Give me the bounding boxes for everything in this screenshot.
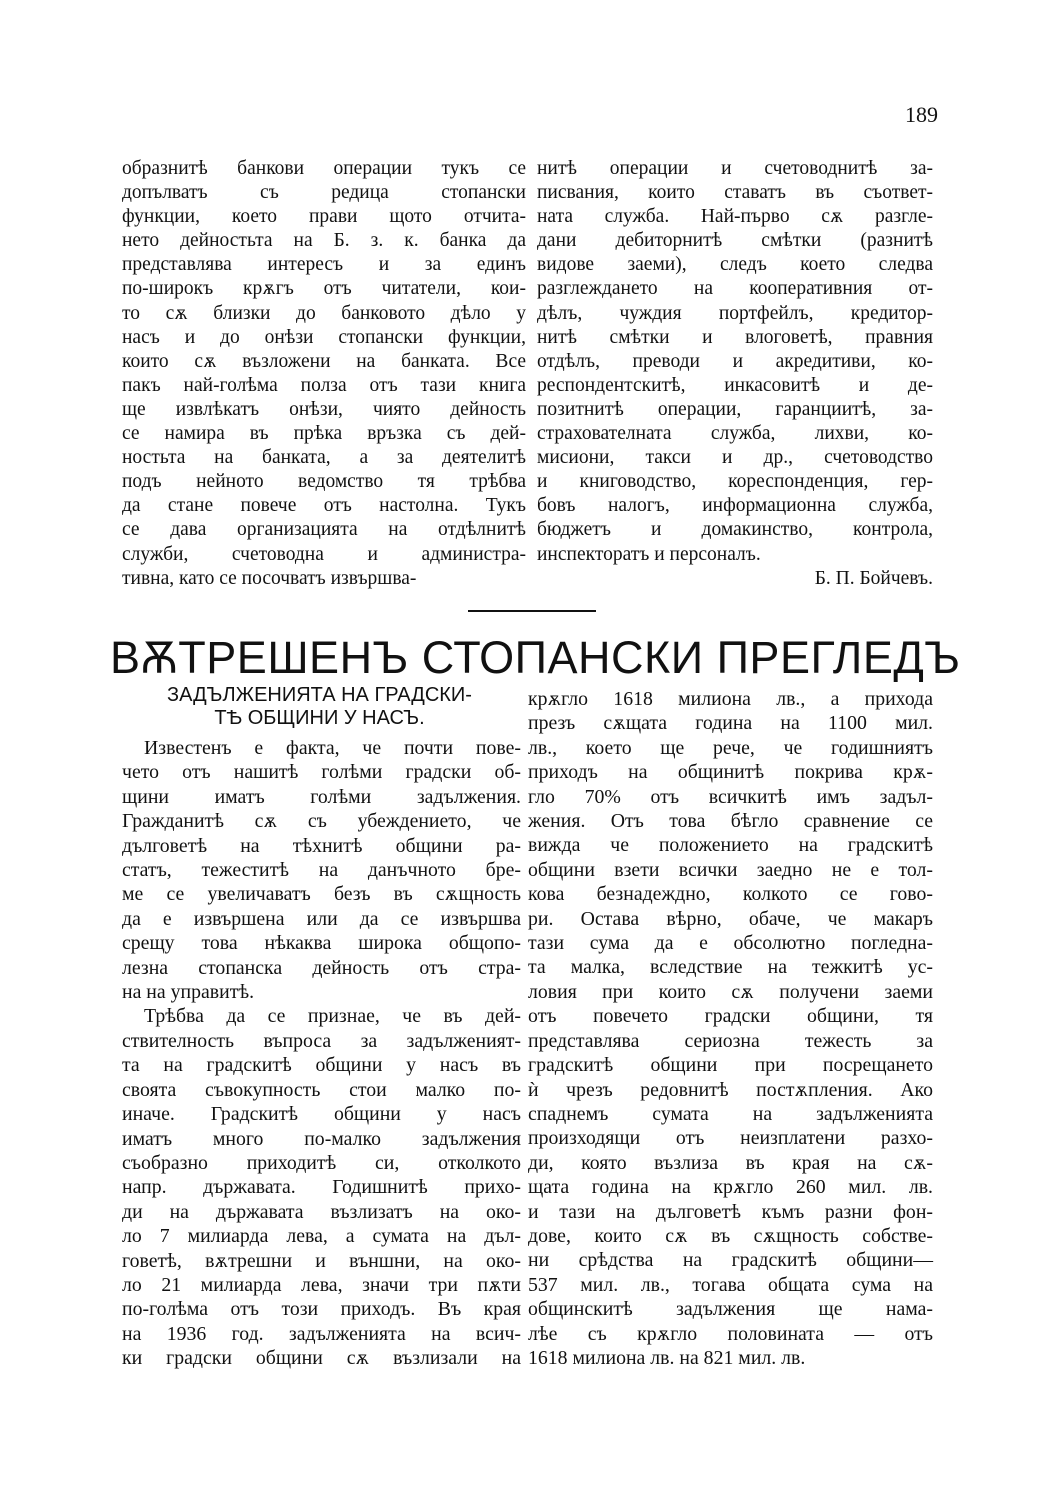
review-signature: Б. П. Бойчевъ. [814,567,933,589]
text-line: страхователната служба, лихви, ко- [537,423,933,445]
text-line: по-голѣма отъ този приходъ. Въ края [122,1298,521,1321]
text-line: дѣлъ, чуждия портфейлъ, кредитор- [537,302,933,324]
text-line: кова безнадеждно, колкото се гово- [528,883,933,906]
text-line: тивна, като се посочватъ извършва- [122,567,417,589]
text-line: ствителность въпроса за задълженият- [122,1029,521,1052]
text-line: лв., което ще рече, че годишниятъ [528,736,933,759]
text-line: ло 7 милиарда лева, а сумата на дъл- [122,1225,521,1248]
text-line: ловия при които сѫ получени заеми [528,980,933,1003]
text-line: на 1936 год. задълженията на всич- [122,1322,521,1345]
text-line: приходъ на общинитѣ покрива крѫ- [528,761,933,784]
text-line: бовъ налогъ, информационна служба, [537,495,933,517]
text-line: ще извлѣкатъ онѣзи, чиято дейность [122,398,526,420]
text-line: дове, които сѫ въ сѫщность собстве- [528,1224,933,1247]
page-number: 189 [905,102,938,127]
text-line: спаднемъ сумата на задълженията [528,1102,933,1125]
text-line: представлява сериозна тежесть за [528,1029,933,1052]
text-line: и тази на дълговетѣ къмъ разни фон- [528,1200,933,1223]
text-line: ри. Остава вѣрно, обаче, че макаръ [528,907,933,930]
text-line: нитѣ операции и счетоводнитѣ за- [537,158,933,179]
text-line: Гражданитѣ сѫ съ убеждението, че [122,810,521,833]
text-line: тази сума да е обсолютно погледна- [528,932,933,955]
text-line: та на градскитѣ общини у насъ въ [122,1054,521,1077]
text-line: срещу това нѣкаква широка общопо- [122,932,521,955]
section-title: ВѪТРЕШЕНЪ СТОПАНСКИ ПРЕГЛЕДЪ [110,632,961,683]
text-line: се намира въ прѣка връзка съ дей- [122,423,526,445]
review-right-column [537,157,933,591]
text-line: иначе. Градскитѣ общини у насъ [122,1103,521,1126]
text-line: ѝ чрезъ редовнитѣ постѫпления. Ако [528,1078,933,1101]
text-line: ло 21 милиарда лева, значи три пѫти [122,1273,521,1296]
text-line: позитнитѣ операции, гаранциитѣ, за- [537,398,933,420]
text-line: вижда че положението на градскитѣ [528,834,933,857]
text-line: 1618 милиона лв. на 821 мил. лв. [528,1346,806,1369]
text-line: 537 мил. лв., тогава общата сума на [528,1273,933,1296]
text-line: пакъ най-голѣма полза отъ тази книга [122,374,526,396]
text-line: ди, която възлиза въ края на сѫ- [528,1151,933,1174]
text-line: говетѣ, вѫтрешни и външни, на око- [122,1249,521,1272]
article-left-column [122,736,521,1371]
text-line: статъ, тежеститѣ на данъчното бре- [122,859,521,882]
text-line: ди на държавата възлизатъ на око- [122,1200,521,1223]
text-line: гло 70% отъ всичкитѣ имъ задъл- [528,785,933,808]
text-line: служби, счетоводна и администра- [122,543,526,565]
text-line: видове заеми), следъ което следва [537,254,933,276]
text-line: лезна стопанска дейность отъ стра- [122,956,521,979]
text-line: респондентскитѣ, инкасовитѣ и де- [537,374,933,396]
text-line: ТѢ ОБЩИНИ У НАСЪ. [214,707,425,729]
text-line: разглеждането на кооперативния от- [537,278,933,300]
text-line: мисиони, такси и др., счетоводство [537,447,933,469]
text-line: образнитѣ банкови операции тукъ се [122,158,526,179]
text-line: на на управитѣ. [122,981,255,1004]
text-line: подъ нейното ведомство тя трѣбва [122,471,526,493]
text-line: инспекторатъ и персоналъ. [537,543,761,565]
text-line: и книговодство, кореспонденция, гер- [537,471,933,493]
text-line: дани дебиторнитѣ смѣтки (разнитѣ [537,230,933,252]
section-divider [468,610,596,612]
text-line: чето отъ нашитѣ голѣми градски об- [122,761,521,784]
text-line: ни срѣдства на градскитѣ общини— [528,1249,933,1272]
text-line: щата година на крѫгло 260 мил. лв. [528,1176,933,1199]
text-line: щини иматъ голѣми задължения. [122,785,521,808]
text-line: допълватъ съ редица стопански [122,182,526,204]
text-line: функции, което прави щото отчита- [122,206,526,228]
text-line: градскитѣ общини при посрещането [528,1054,933,1077]
text-line: нето дейностьта на Б. з. к. банка да [122,230,526,252]
text-line: та малка, вследствие на тежкитѣ ус- [528,956,933,979]
text-line: своята съвокупность стои малко по- [122,1078,521,1101]
text-line: общинскитѣ задължения ще нама- [528,1298,933,1321]
text-line: писвания, които ставатъ въ съответ- [537,182,933,204]
text-line: жения. Отъ това бѣгло сравнение се [528,810,933,833]
text-line: общини взети всички заедно не е тол- [528,858,933,881]
text-line: по-широкъ крѫгъ отъ читатели, кои- [122,278,526,300]
text-line: напр. държавата. Годишнитѣ прихо- [122,1176,521,1199]
text-line: ЗАДЪЛЖЕНИЯТА НА ГРАДСКИ- [167,684,472,706]
text-line: иматъ много по-малко задължения [122,1127,521,1150]
text-line: нитѣ смѣтки и влоговетѣ, правния [537,326,933,348]
text-line: презъ сѫщата година на 1100 мил. [528,712,933,735]
text-line: съобразно приходитѣ си, отколкото [122,1151,521,1174]
text-line: да стане повече отъ настолна. Тукъ [122,495,526,517]
text-line: да е извършена или да се извършва [122,907,521,930]
text-line: то сѫ близки до банковото дѣло у [122,302,526,324]
text-line: крѫгло 1618 милиона лв., а прихода [528,688,933,710]
text-line: ки градски общини сѫ възлизали на [122,1347,521,1370]
text-line: лѣе съ крѫгло половината — отъ [528,1322,933,1345]
text-line: ностьта на банката, а за деятелитѣ [122,447,526,469]
text-line: които сѫ възложени на банката. Все [122,350,526,372]
text-line: произходящи отъ неизплатени разхо- [528,1127,933,1150]
article-heading [118,684,521,730]
text-line: ме се увеличаватъ безъ въ сѫщность [122,883,521,906]
text-line: се дава организацията на отдѣлнитѣ [122,519,526,541]
text-line: отъ повечето градски общини, тя [528,1005,933,1028]
text-line: Трѣбва да се признае, че въ дей- [144,1005,521,1028]
text-line: ната служба. Най-първо сѫ разгле- [537,206,933,228]
article-right-column [528,687,933,1370]
text-line: представлява интересъ и за единъ [122,254,526,276]
text-line: бюджетъ и домакинство, контрола, [537,519,933,541]
text-line: дълговетѣ на тѣхнитѣ общини ра- [122,834,521,857]
text-line: насъ и до онѣзи стопански функции, [122,326,526,348]
text-line: Известенъ е факта, че почти пове- [144,737,521,759]
text-line: отдѣлъ, преводи и акредитиви, ко- [537,350,933,372]
review-left-column [122,157,526,591]
